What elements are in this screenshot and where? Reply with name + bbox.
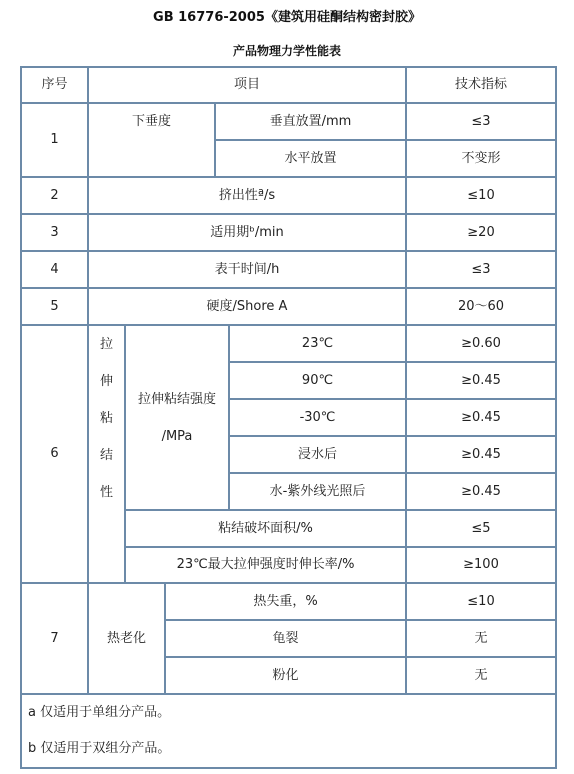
item-label: 粘结破坏面积/% <box>218 520 313 536</box>
item-label: 热失重，% <box>253 593 318 609</box>
row-no: 4 <box>50 261 59 277</box>
spec-value: ≥0.45 <box>461 483 501 499</box>
group-char: 结 <box>99 448 113 463</box>
item-label: 挤出性ª/s <box>218 187 276 203</box>
item-label: 水平放置 <box>284 150 337 166</box>
spec-value: 无 <box>474 667 488 683</box>
spec-value: 不变形 <box>461 150 501 166</box>
header-item: 项目 <box>233 77 260 93</box>
tensile-strength-line1: 拉伸粘结强度 <box>137 391 216 407</box>
spec-value: ≥0.45 <box>461 409 501 425</box>
spec-value: ≥20 <box>467 224 495 240</box>
group-char: 性 <box>99 485 113 500</box>
tensile-strength-line2: /MPa <box>161 428 193 444</box>
tensile-strength-label <box>126 326 228 509</box>
item-label: 适用期ᵇ/min <box>210 224 284 240</box>
spec-value: ≤3 <box>471 113 491 129</box>
row-no: 6 <box>50 446 59 462</box>
spec-value: ≥0.60 <box>461 335 501 351</box>
header-no: 序号 <box>41 77 68 93</box>
header-spec: 技术指标 <box>454 77 507 93</box>
condition-label: 浸水后 <box>297 446 337 462</box>
properties-table <box>20 66 557 769</box>
condition-label: 水-紫外线光照后 <box>269 483 366 499</box>
spec-value: ≤5 <box>471 520 491 536</box>
condition-label: 90℃ <box>301 372 334 388</box>
row-no: 5 <box>50 298 59 314</box>
spec-value: ≤10 <box>467 593 495 609</box>
row-no: 3 <box>50 224 59 240</box>
spec-value: 无 <box>474 630 488 646</box>
condition-label: 23℃ <box>301 335 334 351</box>
condition-label: -30℃ <box>299 409 336 425</box>
spec-value: ≥100 <box>463 557 499 573</box>
spec-value: ≥0.45 <box>461 446 501 462</box>
item-label: 粉化 <box>272 667 299 683</box>
footnote-a: a 仅适用于单组分产品。 <box>28 705 171 721</box>
spec-value: ≥0.45 <box>461 372 501 388</box>
group-char: 拉 <box>99 337 113 352</box>
sag-group-label: 下垂度 <box>131 114 171 129</box>
row-no: 7 <box>50 630 59 646</box>
item-label: 23℃最大拉伸强度时伸长率/% <box>176 557 355 573</box>
item-label: 表干时间/h <box>214 261 280 277</box>
heat-aging-group-label: 热老化 <box>106 630 146 646</box>
item-label: 硬度/Shore A <box>206 298 288 314</box>
row-no: 1 <box>50 132 59 148</box>
tensile-bond-group-label <box>89 326 124 509</box>
item-label: 垂直放置/mm <box>269 113 352 129</box>
group-char: 粘 <box>99 411 113 426</box>
group-char: 伸 <box>99 374 113 389</box>
row-no: 2 <box>50 187 59 203</box>
spec-value: 20～60 <box>457 298 505 314</box>
footnote-b: b 仅适用于双组分产品。 <box>28 741 171 757</box>
spec-value: ≤3 <box>471 261 491 277</box>
document-title: GB 16776-2005《建筑用硅酮结构密封胶》 <box>153 10 421 25</box>
item-label: 龟裂 <box>272 630 299 646</box>
spec-value: ≤10 <box>467 187 495 203</box>
table-caption: 产品物理力学性能表 <box>232 44 341 58</box>
